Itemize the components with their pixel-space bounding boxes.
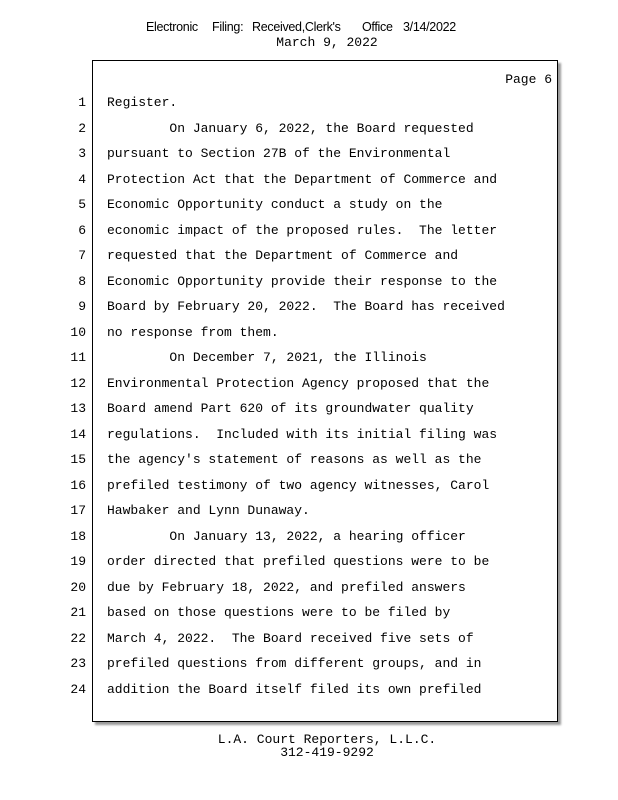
line-number: 24 [70,681,86,697]
transcript-line: requested that the Department of Commerce and [107,248,459,263]
line-number: 22 [70,630,86,646]
transcript-line: no response from them. [107,324,279,340]
line-number: 14 [70,426,86,442]
line-number: 8 [78,273,86,289]
reporter-phone: 312-419-9292 [280,745,374,760]
transcript-line: pursuant to Section 27B of the Environmental [107,146,451,161]
transcript-line: Environmental Protection Agency proposed that the [107,375,490,391]
transcript-line: due by February 18, 2022, and prefiled answers [107,579,466,595]
page-number: Page 6 [505,72,552,87]
transcript-line: On December 7, 2021, the Illinois [107,350,427,365]
stamp-office: Office [362,20,393,34]
transcript-line: prefiled questions from different groups, and in [107,656,482,671]
line-number: 11 [70,350,86,365]
line-number: 1 [78,95,86,110]
line-number: 17 [70,503,86,518]
stamp-filing: Filing: [212,20,244,34]
hearing-date: March 9, 2022 [276,35,378,50]
transcript-line: Register. [107,95,178,110]
transcript-line: economic impact of the proposed rules. The letter [107,222,498,238]
line-number: 16 [70,477,86,493]
line-number: 21 [70,605,86,620]
transcript-line: addition the Board itself filed its own prefiled [107,681,482,697]
transcript-line: regulations. Included with its initial filing was [107,426,498,442]
transcript-line: based on those questions were to be filed by [107,605,451,620]
stamp-date: 3/14/2022 [403,20,456,34]
transcript-line: March 4, 2022. The Board received five sets of [107,630,474,646]
line-number: 10 [70,324,86,340]
transcript-line: prefiled testimony of two agency witnesses, Carol [107,477,490,493]
line-number: 2 [78,120,86,136]
transcript-line: Economic Opportunity provide their response to the [107,273,498,289]
transcript-line: Board by February 20, 2022. The Board has received [107,299,505,314]
transcript-line: On January 13, 2022, a hearing officer [107,528,466,544]
line-number: 6 [78,222,86,238]
transcript-line: Economic Opportunity conduct a study on the [107,197,443,212]
line-number: 3 [78,146,86,161]
transcript-text [107,95,547,707]
line-number: 23 [70,656,86,671]
line-number: 12 [70,375,86,391]
transcript-line: Protection Act that the Department of Commerce and [107,171,498,187]
line-number: 20 [70,579,86,595]
line-number: 5 [78,197,86,212]
line-number: 4 [78,171,86,187]
line-number: 19 [70,554,86,569]
line-number: 9 [78,299,86,314]
stamp-received: Received,Clerk's [252,20,341,34]
stamp-electronic: Electronic [146,20,198,34]
transcript-line: On January 6, 2022, the Board requested [107,120,474,136]
line-number: 18 [70,528,86,544]
transcript-line: order directed that prefiled questions were to be [107,554,490,569]
line-number: 7 [78,248,86,263]
line-number: 15 [70,452,86,467]
line-number-column [60,95,86,707]
reporter-footer [0,733,618,759]
transcript-line: the agency's statement of reasons as well as the [107,452,482,467]
transcript-line: Hawbaker and Lynn Dunaway. [107,503,310,518]
transcript-line: Board amend Part 620 of its groundwater quality [107,401,474,416]
line-number: 13 [70,401,86,416]
reporter-company: L.A. Court Reporters, L.L.C. [217,732,437,747]
